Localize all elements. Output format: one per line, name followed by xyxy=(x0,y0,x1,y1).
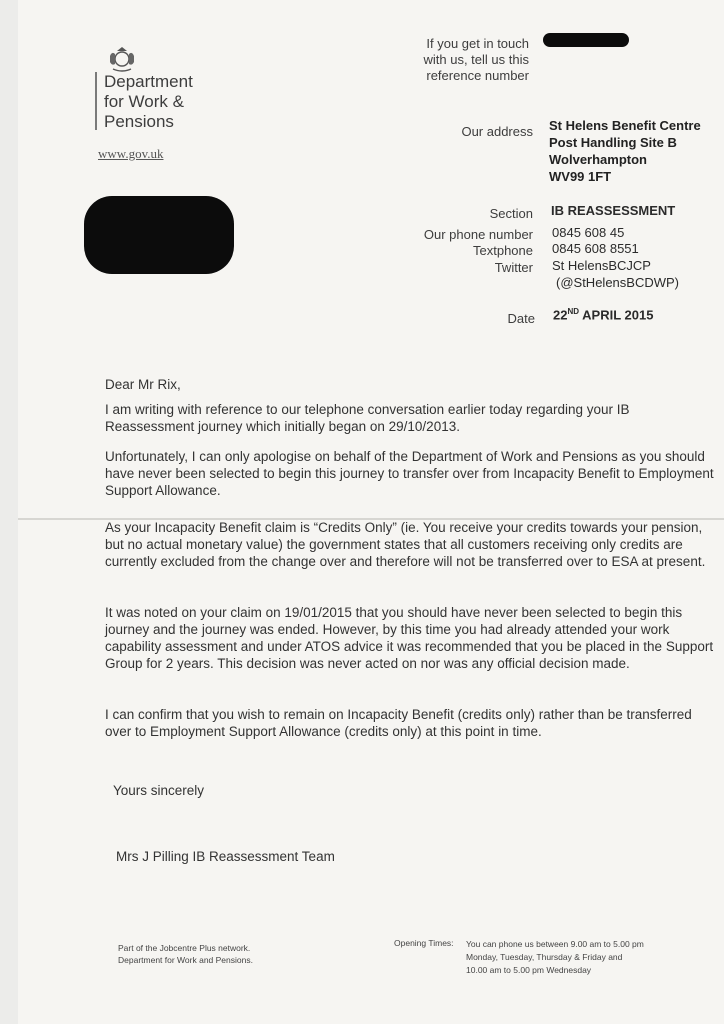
paragraph-1: I am writing with reference to our telephone conversation earlier today regarding your IB Reassessment journey which initially began on 29/10/2013. xyxy=(105,402,630,434)
address-label: Our address xyxy=(461,124,533,139)
paragraph-2: Unfortunately, I can only apologise on behalf of the Department of Work and Pensions as you should have never been selected to begin this journey to transfer over from Incapacity Benefit to Employment Support Allowance. xyxy=(105,449,714,498)
twitter-label: Twitter xyxy=(494,260,533,275)
date-label: Date xyxy=(507,311,535,326)
paragraph-5: I can confirm that you wish to remain on Incapacity Benefit (credits only) rather than be transferred over to Employment Support Allowance (credits only) at this point in time. xyxy=(105,707,692,739)
paragraph-4: It was noted on your claim on 19/01/2015 that you should have never been selected to begin this journey and the journey was ended. However, by this time you had already attended your work capability assessment and under ATOS advice it was recommended that you be placed in the Support Group for 2 years. This decision was never acted on nor was any official decision made. xyxy=(105,605,714,671)
salutation: Dear Mr Rix, xyxy=(105,377,181,392)
section-label: Section xyxy=(489,206,533,221)
phone-label: Our phone number xyxy=(423,227,533,242)
opening-times: You can phone us between 9.00 am to 5.00 pm Monday, Tuesday, Thursday & Friday and 10.00 am to 5.00 pm Wednesday xyxy=(466,939,644,975)
redacted-recipient-address xyxy=(84,196,234,274)
reference-note: If you get in touch with us, tell us this reference number xyxy=(423,36,529,83)
section-value: IB REASSESSMENT xyxy=(551,203,676,218)
closing: Yours sincerely xyxy=(113,783,205,798)
royal-crest-icon xyxy=(107,44,137,74)
twitter-value: St HelensBCJCP xyxy=(552,258,651,273)
phone-value: 0845 608 45 xyxy=(552,225,625,240)
letter-date: 22ND APRIL 2015 xyxy=(553,307,654,323)
logo-divider xyxy=(95,72,97,130)
textphone-label: Textphone xyxy=(473,243,533,258)
opening-times-label: Opening Times: xyxy=(394,938,454,948)
department-logo-text: Department for Work & Pensions xyxy=(104,72,193,131)
footer-network-note: Part of the Jobcentre Plus network. Department for Work and Pensions. xyxy=(118,943,253,965)
paragraph-3: As your Incapacity Benefit claim is “Credits Only” (ie. You receive your credits towards your pension, but no actual monetary value) the government states that all customers receiving only credits are currently excluded from the change over and therefore will not be transferred over to ESA at present. xyxy=(105,520,706,569)
gov-link[interactable]: www.gov.uk xyxy=(98,146,164,161)
twitter-handle: (@StHelensBCDWP) xyxy=(556,275,679,290)
textphone-value: 0845 608 8551 xyxy=(552,241,639,256)
signature: Mrs J Pilling IB Reassessment Team xyxy=(116,849,335,864)
office-address: St Helens Benefit Centre Post Handling Site B Wolverhampton WV99 1FT xyxy=(549,118,701,184)
redacted-reference-number xyxy=(543,33,629,47)
